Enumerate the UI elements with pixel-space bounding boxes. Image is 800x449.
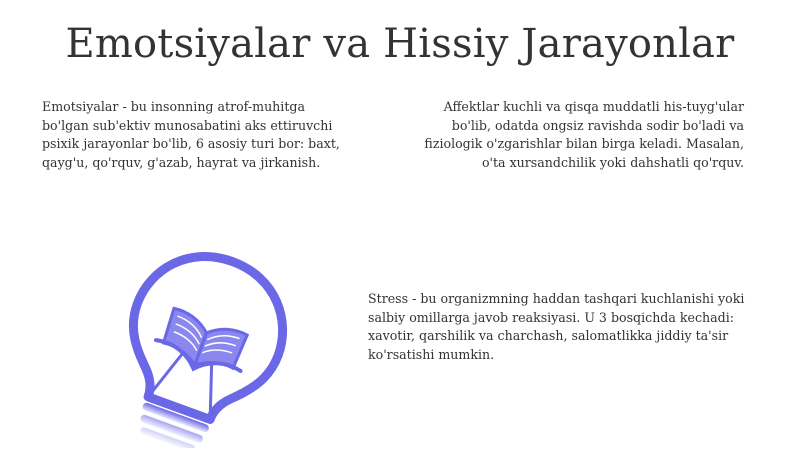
emotions-paragraph: Emotsiyalar - bu insonning atrof-muhitga bo'lgan sub'ektiv munosabatini aks ettiruvchi psixik jarayonlar bo'lib, 6 asosiy turi bor: baxt, qayg'u, qo'rquv, g'azab, hayrat va jirkanish. <box>42 99 340 171</box>
lightbulb-with-book-icon <box>86 248 316 448</box>
stress-paragraph: Stress - bu organizmning haddan tashqari kuchlanishi yoki salbiy omillarga javob reaksiyasi. U 3 bosqichda kechadi: xavotir, qarshilik va charchash, salomatlikka jiddiy ta'sir ko'rsatishi mumkin. <box>368 291 745 363</box>
affects-paragraph: Affektlar kuchli va qisqa muddatli his-tuyg'ular bo'lib, odatda ongsiz ravishda sodir bo'ladi va fiziologik o'zgarishlar bilan birga keladi. Masalan, o'ta xursandchilik yoki dahshatli qo'rquv. <box>424 99 744 171</box>
page-title: Emotsiyalar va Hissiy Jarayonlar <box>65 21 735 67</box>
